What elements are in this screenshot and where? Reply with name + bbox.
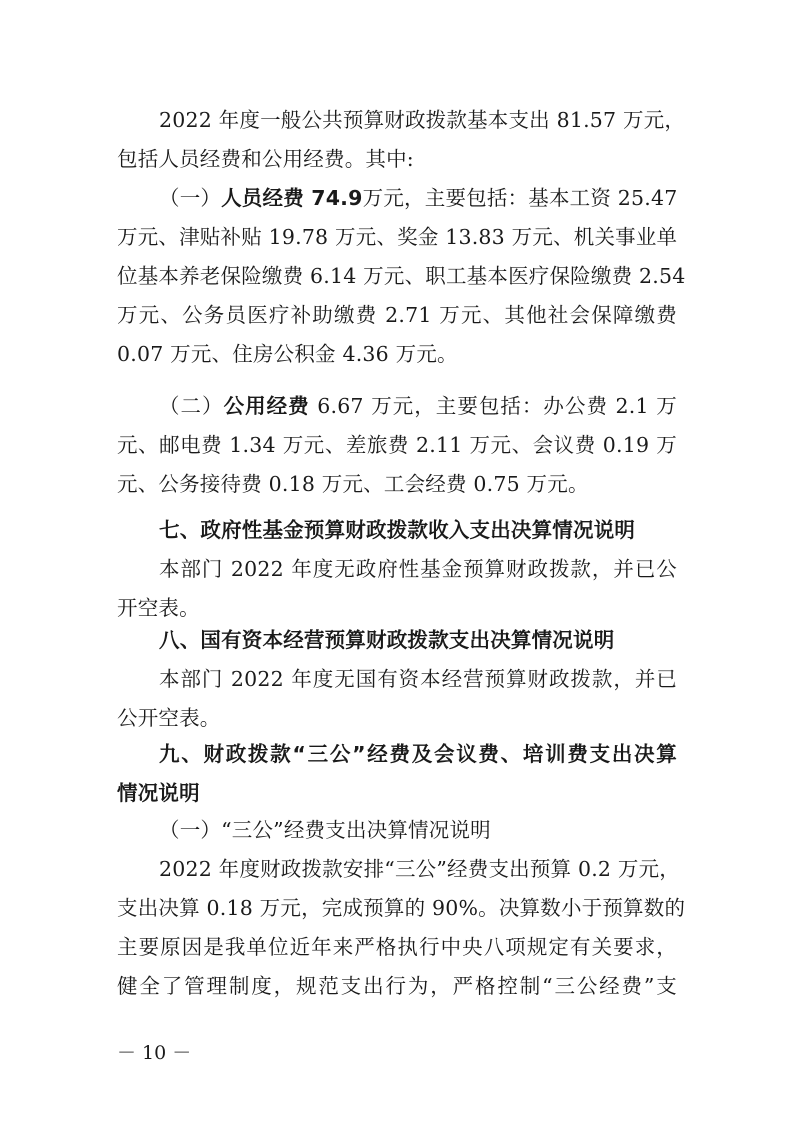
- section-9-line-1: 2022 年度财政拨款安排“三公”经费支出预算 0.2 万元，: [159, 857, 680, 881]
- personnel-expenses-line-3: 位基本养老保险缴费 6.14 万元、职工基本医疗保险缴费 2.54: [117, 264, 686, 288]
- personnel-expenses-rest: 万元，主要包括：基本工资 25.47: [362, 186, 678, 210]
- section-7-heading: 七、政府性基金预算财政拨款收入支出决算情况说明: [159, 518, 636, 542]
- personnel-expenses-line-5: 0.07 万元、住房公积金 4.36 万元。: [117, 342, 458, 366]
- section-7-line-1: 本部门 2022 年度无政府性基金预算财政拨款，并已公: [159, 557, 677, 581]
- section-9-line-3: 主要原因是我单位近年来严格执行中央八项规定有关要求，: [117, 935, 677, 959]
- section-9-line-2: 支出决算 0.18 万元，完成预算的 90%。决算数小于预算数的: [117, 896, 686, 920]
- public-expenses-bold: 公用经费: [223, 394, 310, 418]
- paragraph-basic-expenditure-line-2: 包括人员经费和公用经费。其中:: [117, 147, 414, 171]
- page-number: － 10 －: [117, 1042, 192, 1064]
- personnel-expenses-line-4: 万元、公务员医疗补助缴费 2.71 万元、其他社会保障缴费: [117, 303, 677, 327]
- section-8-line-2: 公开空表。: [117, 706, 221, 730]
- section-8-line-1: 本部门 2022 年度无国有资本经营预算财政拨款，并已: [159, 667, 677, 691]
- public-expenses-line-3: 元、公务接待费 0.18 万元、工会经费 0.75 万元。: [117, 472, 589, 496]
- personnel-expenses-line-2: 万元、津贴补贴 19.78 万元、奖金 13.83 万元、机关事业单: [117, 225, 678, 249]
- public-expenses-line-1: [159, 392, 677, 420]
- section-8-heading: 八、国有资本经营预算财政拨款支出决算情况说明: [159, 628, 615, 652]
- section-9-line-4: 健全了管理制度，规范支出行为，严格控制“三公经费”支: [117, 974, 677, 998]
- section-9-heading-line-2: 情况说明: [117, 781, 200, 805]
- personnel-expenses-line-1: [159, 184, 677, 212]
- public-expenses-label: （二）: [159, 394, 224, 418]
- paragraph-basic-expenditure-line-1: 2022 年度一般公共预算财政拨款基本支出 81.57 万元，: [159, 108, 686, 132]
- personnel-expenses-label: （一）: [159, 186, 222, 210]
- public-expenses-line-2: 元、邮电费 1.34 万元、差旅费 2.11 万元、会议费 0.19 万: [117, 433, 677, 457]
- section-7-line-2: 开空表。: [117, 596, 200, 620]
- public-expenses-rest: 6.67 万元，主要包括：办公费 2.1 万: [309, 394, 677, 418]
- section-9-heading-line-1: 九、财政拨款“三公”经费及会议费、培训费支出决算: [159, 742, 677, 766]
- section-9-subheading: （一）“三公”经费支出决算情况说明: [159, 818, 491, 842]
- personnel-expenses-bold: 人员经费 74.9: [221, 186, 363, 210]
